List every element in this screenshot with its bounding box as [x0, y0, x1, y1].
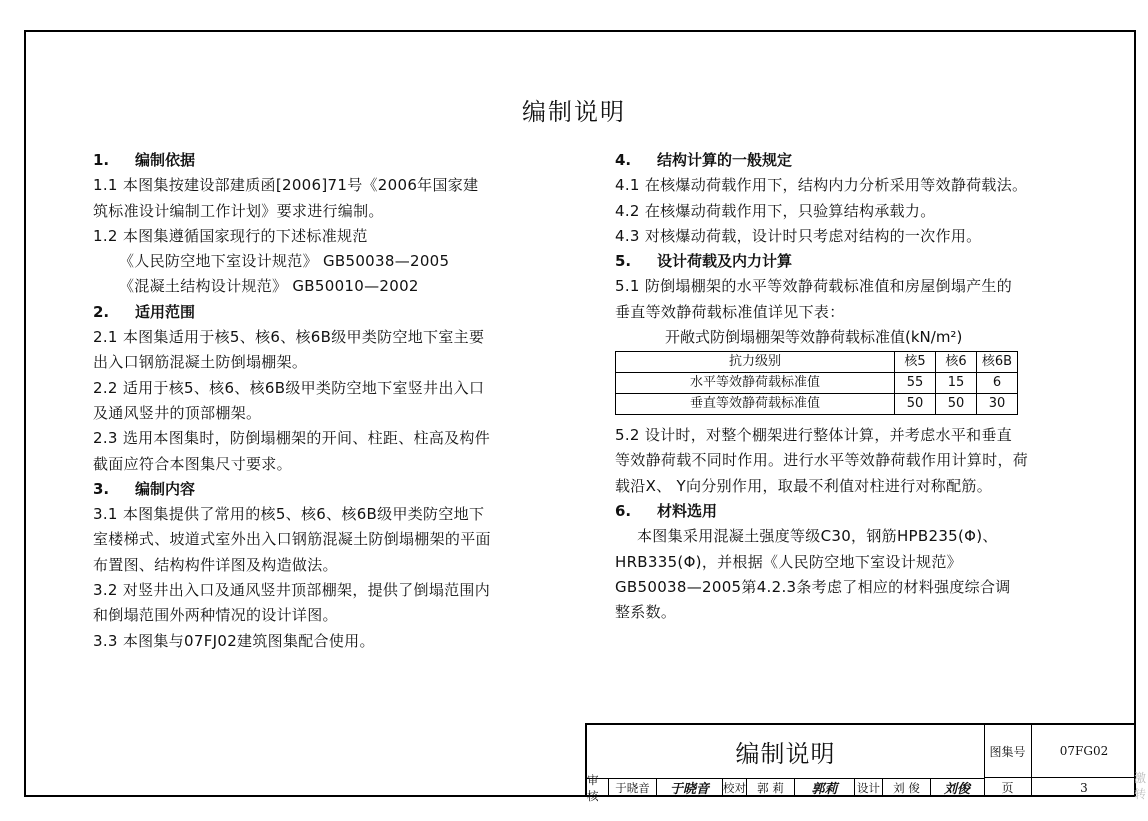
paragraph-line: 1.1 本图集按建设部建质函[2006]71号《2006年国家建 — [93, 176, 479, 195]
design-label: 设计 — [855, 778, 883, 797]
paragraph-line: 整系数。 — [615, 603, 677, 622]
right-column — [615, 148, 1028, 625]
table-cell: 55 — [895, 373, 936, 394]
table-cell: 水平等效静荷载标准值 — [616, 373, 895, 394]
watermark: 激 转 — [1133, 771, 1146, 801]
paragraph-line: 1.2 本图集遵循国家现行的下述标准规范 — [93, 226, 368, 245]
title-block-name: 编制说明 — [587, 725, 985, 779]
paragraph-line: 载沿X、 Y向分别作用，取最不利值对柱进行对称配筋。 — [615, 476, 993, 495]
section-heading-3: 3. 编制内容 — [93, 479, 196, 498]
table-cell: 15 — [936, 373, 977, 394]
paragraph-line: HRB335(Φ)，并根据《人民防空地下室设计规范》 — [615, 552, 962, 571]
paragraph-line: 截面应符合本图集尺寸要求。 — [93, 454, 292, 473]
signature-row — [587, 772, 985, 803]
section-heading-6: 6. 材料选用 — [615, 501, 718, 520]
paragraph-line: 室楼梯式、坡道式室外出入口钢筋混凝土防倒塌棚架的平面 — [93, 530, 491, 549]
paragraph-line: 4.2 在核爆动荷载作用下，只验算结构承载力。 — [615, 201, 936, 220]
paragraph-line: 3.1 本图集提供了常用的核5、核6、核6B级甲类防空地下 — [93, 505, 485, 524]
table-cell: 50 — [895, 394, 936, 415]
paragraph-line: GB50038—2005第4.2.3条考虑了相应的材料强度综合调 — [615, 577, 1011, 596]
page-label: 页 — [984, 778, 1032, 797]
paragraph-line: 筑标准设计编制工作计划》要求进行编制。 — [93, 201, 384, 220]
load-table — [615, 351, 1018, 415]
paragraph-line: 垂直等效静荷载标准值详见下表： — [615, 302, 845, 321]
paragraph-line: 3.3 本图集与07FJ02建筑图集配合使用。 — [93, 631, 375, 650]
table-row — [616, 373, 1018, 394]
review-label: 审核 — [587, 778, 609, 797]
designer-name: 刘 俊 — [883, 778, 931, 797]
table-header-row — [616, 352, 1018, 373]
section-heading-5: 5. 设计荷载及内力计算 — [615, 252, 793, 271]
title-block — [585, 723, 1136, 803]
checker-signature: 郭莉 — [795, 778, 855, 797]
table-header-cell: 抗力级别 — [616, 352, 895, 373]
table-row — [616, 394, 1018, 415]
paragraph-line: 和倒塌范围外两种情况的设计详图。 — [93, 606, 338, 625]
reviewer-name: 于晓音 — [609, 778, 657, 797]
paragraph-line: 4.3 对核爆动荷载，设计时只考虑对结构的一次作用。 — [615, 226, 982, 245]
standard-item: 《人民防空地下室设计规范》 GB50038—2005 — [119, 252, 450, 271]
paragraph-line: 出入口钢筋混凝土防倒塌棚架。 — [93, 353, 308, 372]
paragraph-line: 及通风竖井的顶部棚架。 — [93, 403, 262, 422]
table-cell: 垂直等效静荷载标准值 — [616, 394, 895, 415]
paragraph-line: 等效静荷载不同时作用。进行水平等效静荷载作用计算时，荷 — [615, 451, 1029, 470]
page-title: 编制说明 — [522, 98, 626, 126]
table-caption: 开敞式防倒塌棚架等效静荷载标准值(kN/m²) — [665, 328, 963, 347]
section-heading-1: 1. 编制依据 — [93, 151, 196, 169]
paragraph-line: 5.1 防倒塌棚架的水平等效静荷载标准值和房屋倒塌产生的 — [615, 277, 1013, 296]
standard-item: 《混凝土结构设计规范》 GB50010—2002 — [119, 277, 419, 296]
atlas-number-value: 07FG02 — [1032, 725, 1136, 778]
table-header-cell: 核5 — [895, 352, 936, 373]
paragraph-line: 布置图、结构构件详图及构造做法。 — [93, 555, 338, 574]
reviewer-signature: 于晓音 — [657, 778, 723, 797]
paragraph-line: 2.3 选用本图集时，防倒塌棚架的开间、柱距、柱高及构件 — [93, 429, 491, 448]
page-number: 3 — [1080, 780, 1088, 795]
paragraph-line: 5.2 设计时，对整个棚架进行整体计算，并考虑水平和垂直 — [615, 426, 1013, 445]
paragraph-line: 2.1 本图集适用于核5、核6、核6B级甲类防空地下室主要 — [93, 328, 485, 347]
table-cell: 30 — [977, 394, 1018, 415]
check-label: 校对 — [723, 778, 747, 797]
atlas-number-label: 图集号 — [984, 725, 1032, 778]
paragraph-line: 2.2 适用于核5、核6、核6B级甲类防空地下室竖井出入口 — [93, 378, 485, 397]
section-heading-4: 4. 结构计算的一般规定 — [615, 151, 793, 169]
section-heading-2: 2. 适用范围 — [93, 302, 196, 321]
table-header-cell: 核6 — [936, 352, 977, 373]
table-cell: 50 — [936, 394, 977, 415]
table-cell: 6 — [977, 373, 1018, 394]
left-column — [93, 148, 491, 654]
paragraph-line: 3.2 对竖井出入口及通风竖井顶部棚架，提供了倒塌范围内 — [93, 581, 491, 600]
paragraph-line: 4.1 在核爆动荷载作用下，结构内力分析采用等效静荷载法。 — [615, 176, 1028, 195]
designer-signature: 刘俊 — [943, 782, 970, 797]
table-header-cell: 核6B — [977, 352, 1018, 373]
paragraph-line: 本图集采用混凝土强度等级C30，钢筋HPB235(Φ)、 — [637, 527, 998, 546]
checker-name: 郭 莉 — [747, 778, 795, 797]
